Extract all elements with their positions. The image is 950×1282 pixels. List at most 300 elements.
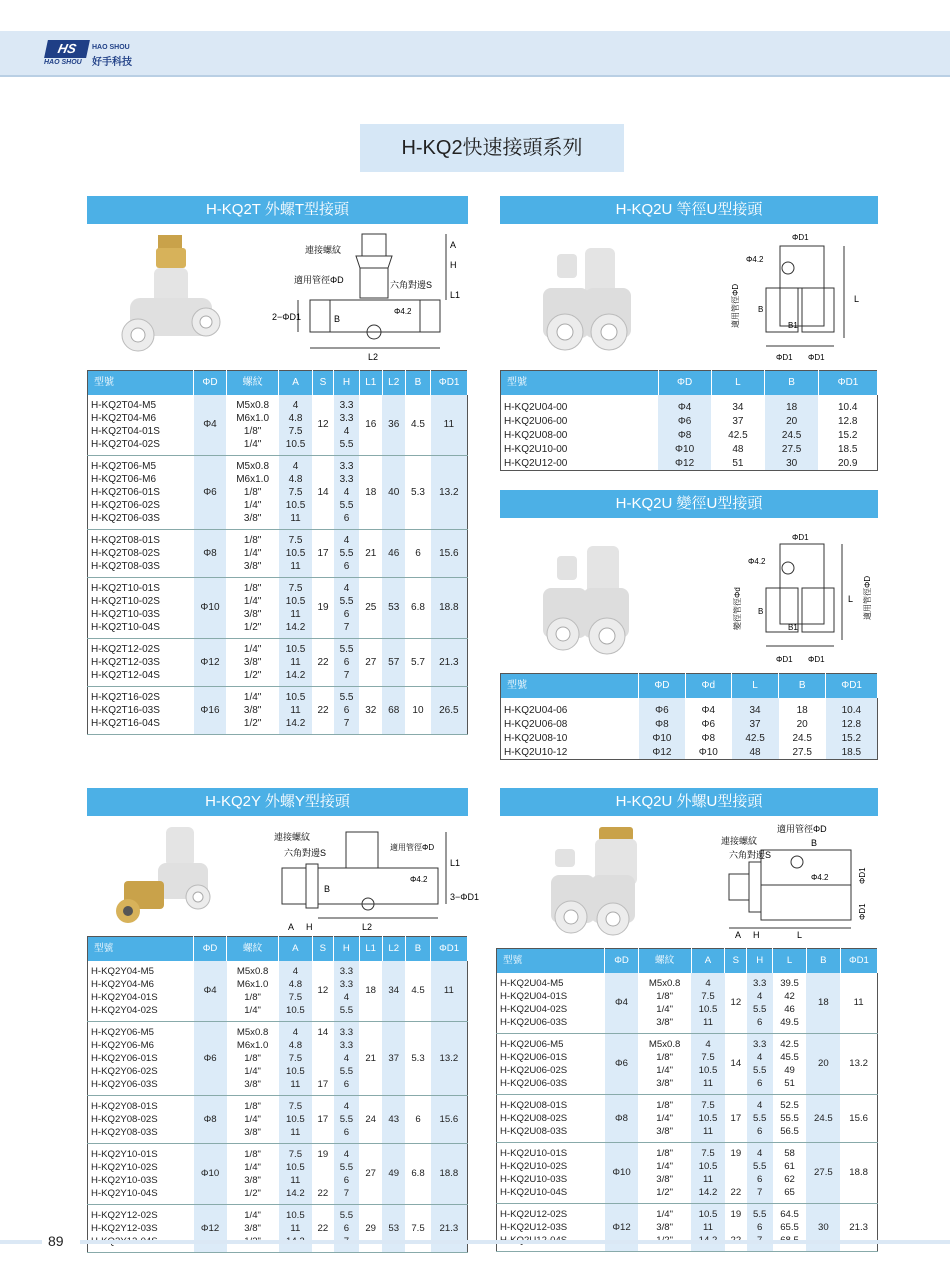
label-tube: 適用管徑ΦD (294, 275, 344, 285)
label-h: H (753, 930, 760, 940)
table-cell: 18 (765, 395, 819, 414)
page-title: H-KQ2快速接頭系列 (360, 124, 624, 172)
cell-thread: 1/4" 3/8" 1/2" (226, 686, 278, 734)
table-cell: 37 (732, 717, 779, 731)
cell-b: 6 (405, 1095, 431, 1143)
brand-name-cn: 好手科技 (92, 57, 132, 68)
cell-d1: 15.6 (840, 1094, 877, 1142)
cell-s: 14 17 (312, 1021, 334, 1095)
cell-models: H-KQ2T08-01S H-KQ2T08-02S H-KQ2T08-03S (88, 529, 194, 577)
cell-a: 7.5 10.5 11 (279, 1095, 312, 1143)
label-tube: 適用管徑ΦD (390, 843, 435, 852)
footer-line-left (0, 1240, 42, 1244)
label-a: A (288, 922, 295, 932)
cell-s: 19 (725, 1203, 747, 1251)
cell-d: Φ4 (605, 973, 638, 1034)
table-cell: H-KQ2U08-10 (504, 732, 568, 744)
column-header: ΦD (194, 937, 227, 961)
cell-s: 12 (312, 395, 334, 456)
table-cell: H-KQ2U04-06 (504, 704, 568, 716)
label-d1-b: ΦD1 (808, 655, 825, 664)
column-header: 型號 (497, 949, 605, 973)
label-thread: 連接螺紋 (274, 832, 311, 842)
label-phi42: Φ4.2 (410, 875, 428, 884)
cell-b: 5.7 (405, 638, 431, 686)
column-header: 型號 (88, 937, 194, 961)
cell-s: 22 (312, 686, 334, 734)
label-b: B (758, 607, 764, 616)
cell-b: 24.5 (806, 1094, 840, 1142)
cell-h: 3.3 3.3 4 5.5 (334, 961, 360, 1022)
cell-l1: 25 (359, 577, 382, 638)
label-d1: 2−ΦD1 (272, 312, 301, 322)
label-thread: 連接螺紋 (305, 245, 342, 255)
drawing-kq2u-equal (730, 228, 870, 368)
cell-a: 10.5 11 14.2 (279, 638, 312, 686)
cell-l2: 53 (382, 1204, 405, 1252)
column-header: ΦD1 (818, 371, 877, 395)
page-number: 89 (48, 1233, 64, 1249)
cell-h: 5.5 6 (334, 1204, 360, 1252)
cell-h: 3.3 3.3 4 5.5 6 (334, 1021, 360, 1095)
table-cell: H-KQ2U04-00 (504, 401, 568, 413)
table-cell: H-KQ2U10-12 (504, 746, 568, 758)
label-l1: L1 (450, 290, 461, 300)
cell-a: 7.5 10.5 11 (691, 1094, 725, 1142)
label-phi42: Φ4.2 (811, 873, 829, 882)
cell-a: 10.5 11 (691, 1203, 725, 1251)
cell-d: Φ6 (605, 1033, 638, 1094)
column-header: S (312, 937, 334, 961)
cell-thread: M5x0.8 M6x1.0 1/8" 1/4" 3/8" (227, 1021, 279, 1095)
column-header: L2 (382, 937, 405, 961)
table-cell: 30 (765, 456, 819, 471)
cell-l1: 21 (359, 529, 382, 577)
cell-h: 4 5.5 6 7 (334, 1143, 360, 1204)
cell-d1: 18.8 (840, 1142, 877, 1203)
cell-d1: 21.3 (431, 1204, 468, 1252)
table-cell: 12.8 (838, 415, 858, 427)
cell-models: H-KQ2T10-01S H-KQ2T10-02S H-KQ2T10-03S H-KQ2T10-04S (88, 577, 194, 638)
label-b: B (811, 838, 818, 848)
label-b: B (324, 884, 331, 894)
column-header: L (711, 371, 765, 395)
cell-b: 7.5 (405, 1204, 431, 1252)
label-tube-d: 變徑管徑Φd (733, 587, 742, 630)
table-row (497, 1142, 878, 1203)
table-cell: 37 (732, 415, 744, 427)
column-header: H (334, 937, 360, 961)
cell-h: 4 5.5 6 7 (334, 577, 360, 638)
column-header: B (765, 371, 819, 395)
product-image-kq2u-equal (535, 240, 645, 360)
cell-a: 4 4.8 7.5 10.5 (279, 395, 312, 456)
table-cell: 48 (732, 443, 744, 455)
cell-models: H-KQ2Y08-01S H-KQ2Y08-02S H-KQ2Y08-03S (88, 1095, 194, 1143)
table-row (497, 1094, 878, 1142)
table-cell: 20.9 (838, 457, 858, 469)
label-h: H (306, 922, 313, 932)
cell-models: H-KQ2T06-M5 H-KQ2T06-M6 H-KQ2T06-01S H-KQ2T06-02S H-KQ2T06-03S (88, 455, 194, 529)
cell-d: Φ8 (194, 1095, 227, 1143)
cell-thread: 1/8" 1/4" 3/8" (227, 1095, 279, 1143)
table-row (88, 961, 468, 1022)
cell-l2: 34 (382, 961, 405, 1022)
cell-d1: 13.2 (840, 1033, 877, 1094)
cell-b: 6.8 (405, 577, 431, 638)
cell-b: 10 (405, 686, 431, 734)
section-title-kq2u-reducer: H-KQ2U 變徑U型接頭 (500, 490, 878, 518)
cell-b: 5.3 (405, 1021, 431, 1095)
cell-s: 12 (312, 961, 334, 1022)
cell-l2: 53 (382, 577, 405, 638)
table-row (501, 428, 878, 442)
cell-l1: 16 (359, 395, 382, 456)
table-cell: Φ10 (698, 746, 718, 758)
cell-l1: 18 (359, 961, 382, 1022)
cell-l2: 57 (382, 638, 405, 686)
table-cell: Φ8 (658, 428, 711, 442)
cell-d: Φ4 (194, 961, 227, 1022)
label-a: A (450, 240, 457, 250)
spec-table-kq2u-equal (500, 370, 878, 471)
label-d1-a: ΦD1 (776, 655, 793, 664)
cell-b: 6.8 (405, 1143, 431, 1204)
cell-thread: 1/8" 1/4" 3/8" (638, 1094, 691, 1142)
cell-d: Φ12 (194, 638, 227, 686)
table-cell: 48 (732, 745, 779, 760)
cell-thread: 1/8" 1/4" 3/8" 1/2" (227, 1143, 279, 1204)
column-header: L (732, 674, 779, 698)
section-title-kq2y: H-KQ2Y 外螺Y型接頭 (87, 788, 468, 816)
cell-h: 3.3 3.3 4 5.5 6 (334, 455, 360, 529)
product-image-kq2u-reducer (535, 540, 645, 660)
table-cell: 34 (732, 401, 744, 413)
cell-thread: 1/4" 3/8" (227, 1204, 279, 1252)
table-cell: Φ10 (639, 731, 685, 745)
column-header: B (405, 371, 431, 395)
cell-d: Φ4 (194, 395, 227, 456)
cell-s: 17 (312, 1095, 334, 1143)
cell-d: Φ10 (605, 1142, 638, 1203)
column-header: 螺紋 (227, 937, 279, 961)
cell-h: 5.5 6 7 (334, 686, 360, 734)
cell-b: 18 (806, 973, 840, 1034)
cell-s: 19 22 (312, 1143, 334, 1204)
table-cell: 27.5 (792, 746, 812, 758)
table-row (88, 1143, 468, 1204)
table-cell: Φ6 (701, 718, 716, 730)
column-header: H (747, 949, 773, 973)
label-b1: B1 (788, 321, 798, 330)
cell-models: H-KQ2U08-01S H-KQ2U08-02S H-KQ2U08-03S (497, 1094, 605, 1142)
column-header: H (334, 371, 360, 395)
cell-h: 4 5.5 6 7 (747, 1142, 773, 1203)
column-header: L1 (359, 937, 382, 961)
table-cell: 10.4 (826, 698, 878, 717)
label-d1: 3−ΦD1 (450, 892, 479, 902)
cell-thread: M5x0.8 M6x1.0 1/8" 1/4" 3/8" (226, 455, 278, 529)
cell-d: Φ12 (605, 1203, 638, 1251)
label-l2: L2 (362, 922, 373, 932)
table-row (88, 577, 468, 638)
cell-h: 5.5 6 7 (334, 638, 360, 686)
cell-d1: 11 (840, 973, 877, 1034)
cell-b: 4.5 (405, 395, 431, 456)
label-tube: 適用管徑ΦD (777, 824, 827, 834)
table-cell: 34 (732, 698, 779, 717)
label-b: B (758, 305, 764, 314)
label-d1-b: ΦD1 (808, 353, 825, 362)
cell-b: 6 (405, 529, 431, 577)
table-row (497, 1033, 878, 1094)
cell-d1: 11 (431, 395, 468, 456)
table-row (501, 395, 878, 414)
column-header: B (405, 937, 431, 961)
cell-d1: 13.2 (431, 1021, 468, 1095)
cell-a: 7.5 10.5 11 14.2 (279, 577, 312, 638)
label-phi42: Φ4.2 (394, 307, 412, 316)
table-row (88, 638, 468, 686)
drawing-kq2u-reducer (730, 530, 880, 670)
column-header: L (773, 949, 807, 973)
label-tube: 適用管徑ΦD (863, 575, 872, 620)
spec-table-kq2t (87, 370, 468, 735)
column-header: A (691, 949, 725, 973)
cell-d: Φ10 (194, 1143, 227, 1204)
column-header: L1 (359, 371, 382, 395)
label-h: H (450, 260, 457, 270)
cell-thread: M5x0.8 1/8" 1/4" 3/8" (638, 973, 691, 1034)
cell-h: 4 5.5 6 (334, 1095, 360, 1143)
label-hex: 六角對邊S (390, 280, 433, 290)
label-d1-a: ΦD1 (776, 353, 793, 362)
section-title-kq2u-equal: H-KQ2U 等徑U型接頭 (500, 196, 878, 224)
cell-l1: 21 (359, 1021, 382, 1095)
table-cell: 51 (732, 457, 744, 469)
cell-l: 52.5 55.5 56.5 (773, 1094, 807, 1142)
cell-a: 4 4.8 7.5 10.5 (279, 961, 312, 1022)
table-cell: 12.8 (826, 717, 878, 731)
table-cell: 42.5 (732, 731, 779, 745)
cell-models: H-KQ2U04-M5 H-KQ2U04-01S H-KQ2U04-02S H-KQ2U06-03S (497, 973, 605, 1034)
cell-s: 19 (312, 577, 334, 638)
table-cell: H-KQ2U08-00 (504, 429, 568, 441)
table-cell: Φ12 (658, 456, 711, 471)
table-cell: 15.2 (826, 731, 878, 745)
table-cell: Φ10 (658, 442, 711, 456)
cell-thread: 1/4" 3/8" (638, 1203, 691, 1251)
column-header: 型號 (501, 674, 639, 698)
cell-l1: 27 (359, 1143, 382, 1204)
cell-d: Φ8 (605, 1094, 638, 1142)
cell-a: 10.5 11 14.2 (279, 686, 312, 734)
label-l: L (848, 594, 854, 604)
cell-models: H-KQ2Y04-M5 H-KQ2Y04-M6 H-KQ2Y04-01S H-KQ2Y04-02S (88, 961, 194, 1022)
cell-h: 5.5 6 (747, 1203, 773, 1251)
cell-s: 22 (312, 638, 334, 686)
table-row (501, 745, 878, 760)
cell-d: Φ10 (194, 577, 227, 638)
table-cell: 20 (765, 414, 819, 428)
cell-s: 19 22 (725, 1142, 747, 1203)
label-l1: L1 (450, 858, 461, 868)
cell-d: Φ6 (194, 455, 227, 529)
section-title-kq2t: H-KQ2T 外螺T型接頭 (87, 196, 468, 224)
cell-l1: 29 (359, 1204, 382, 1252)
table-cell: Φ6 (658, 414, 711, 428)
table-row (501, 717, 878, 731)
table-row (501, 414, 878, 428)
cell-models: H-KQ2U06-M5 H-KQ2U06-01S H-KQ2U06-02S H-KQ2U06-03S (497, 1033, 605, 1094)
column-header: ΦD1 (431, 937, 468, 961)
cell-s: 14 (725, 1033, 747, 1094)
table-row (501, 456, 878, 471)
cell-a: 7.5 10.5 11 14.2 (279, 1143, 312, 1204)
table-cell: 18.5 (838, 443, 858, 455)
spec-table-kq2u-external (496, 948, 878, 1252)
cell-d1: 21.3 (431, 638, 468, 686)
cell-models: H-KQ2Y10-01S H-KQ2Y10-02S H-KQ2Y10-03S H-KQ2Y10-04S (88, 1143, 194, 1204)
cell-l1: 18 (359, 455, 382, 529)
label-d1: ΦD1 (792, 233, 809, 242)
cell-thread: 1/8" 1/4" 3/8" (226, 529, 278, 577)
cell-thread: M5x0.8 M6x1.0 1/8" 1/4" (227, 961, 279, 1022)
label-l: L (797, 930, 803, 940)
table-row (88, 395, 468, 456)
cell-l2: 36 (382, 395, 405, 456)
cell-b: 4.5 (405, 961, 431, 1022)
label-hex: 六角對邊S (284, 848, 327, 858)
label-tube: 適用管徑ΦD (731, 283, 740, 328)
column-header: ΦD (605, 949, 638, 973)
column-header: B (806, 949, 840, 973)
cell-models: H-KQ2T12-02S H-KQ2T12-03S H-KQ2T12-04S (88, 638, 194, 686)
logo-mark: HS (44, 40, 90, 58)
column-header: S (725, 949, 747, 973)
cell-a: 4 4.8 7.5 10.5 11 (279, 1021, 312, 1095)
cell-s: 22 (312, 1204, 334, 1252)
table-cell: 20 (796, 718, 808, 730)
cell-models: H-KQ2U12-02S H-KQ2U12-03S (497, 1203, 605, 1251)
cell-h: 3.3 3.3 4 5.5 (334, 395, 360, 456)
cell-thread: M5x0.8 M6x1.0 1/8" 1/4" (226, 395, 278, 456)
label-b: B (334, 314, 341, 324)
table-row (88, 455, 468, 529)
label-b1: B1 (788, 623, 798, 632)
column-header: A (279, 371, 312, 395)
cell-models: H-KQ2Y12-02S H-KQ2Y12-03S (88, 1204, 194, 1252)
table-row (497, 973, 878, 1034)
column-header: B (779, 674, 826, 698)
product-image-kq2y (110, 825, 220, 930)
logo-sub: HAO SHOU (44, 59, 82, 66)
column-header: ΦD (194, 371, 227, 395)
table-cell: 42.5 (728, 429, 748, 441)
column-header: ΦD (639, 674, 685, 698)
cell-b: 27.5 (806, 1142, 840, 1203)
cell-models: H-KQ2U10-01S H-KQ2U10-02S H-KQ2U10-03S H-KQ2U10-04S (497, 1142, 605, 1203)
label-d1: ΦD1 (792, 533, 809, 542)
label-l: L (854, 294, 860, 304)
column-header: L2 (382, 371, 405, 395)
cell-l: 42.5 45.5 49 51 (773, 1033, 807, 1094)
cell-models: H-KQ2T04-M5 H-KQ2T04-M6 H-KQ2T04-01S H-KQ2T04-02S (88, 395, 194, 456)
cell-a: 7.5 10.5 11 14.2 (691, 1142, 725, 1203)
column-header: Φd (685, 674, 731, 698)
column-header: A (279, 937, 312, 961)
product-image-kq2u-external (545, 825, 655, 935)
column-header: S (312, 371, 334, 395)
cell-thread: 1/8" 1/4" 3/8" 1/2" (226, 577, 278, 638)
column-header: 型號 (501, 371, 659, 395)
cell-s: 14 (312, 455, 334, 529)
drawing-kq2u-external (715, 822, 875, 940)
table-cell: 10.4 (838, 401, 858, 413)
label-hex: 六角對邊S (729, 850, 772, 860)
footer-line (80, 1240, 950, 1244)
table-row (88, 529, 468, 577)
label-d1-a: ΦD1 (858, 867, 867, 884)
cell-d1: 13.2 (431, 455, 468, 529)
column-header: 螺紋 (226, 371, 278, 395)
cell-l: 58 61 62 65 (773, 1142, 807, 1203)
table-cell: Φ4 (658, 395, 711, 414)
spec-table-kq2u-reducer (500, 673, 878, 760)
spec-table-kq2y (87, 936, 468, 1253)
table-row (88, 1095, 468, 1143)
cell-d1: 21.3 (840, 1203, 877, 1251)
cell-d1: 26.5 (431, 686, 468, 734)
cell-d: Φ16 (194, 686, 227, 734)
brand-logo (46, 40, 156, 70)
cell-models: H-KQ2T16-02S H-KQ2T16-03S H-KQ2T16-04S (88, 686, 194, 734)
drawing-kq2y (270, 828, 479, 936)
cell-d: Φ8 (194, 529, 227, 577)
cell-a: 10.5 11 (279, 1204, 312, 1252)
cell-h: 3.3 4 5.5 6 (747, 1033, 773, 1094)
label-phi42: Φ4.2 (746, 255, 764, 264)
cell-d1: 15.6 (431, 1095, 468, 1143)
cell-thread: 1/8" 1/4" 3/8" 1/2" (638, 1142, 691, 1203)
table-cell: 27.5 (765, 442, 819, 456)
table-cell: 15.2 (838, 429, 858, 441)
cell-a: 4 7.5 10.5 11 (691, 1033, 725, 1094)
table-cell: 18 (796, 704, 808, 716)
cell-d1: 15.6 (431, 529, 468, 577)
table-cell: 24.5 (792, 732, 812, 744)
label-phi42: Φ4.2 (748, 557, 766, 566)
label-l2: L2 (368, 352, 379, 362)
cell-models: H-KQ2Y06-M5 H-KQ2Y06-M6 H-KQ2Y06-01S H-KQ2Y06-02S H-KQ2Y06-03S (88, 1021, 194, 1095)
section-title-kq2u-external: H-KQ2U 外螺U型接頭 (500, 788, 878, 816)
brand-name-en: HAO SHOU (92, 44, 130, 51)
cell-d1: 18.8 (431, 577, 468, 638)
cell-d1: 18.8 (431, 1143, 468, 1204)
table-row (501, 731, 878, 745)
cell-thread: 1/4" 3/8" 1/2" (226, 638, 278, 686)
table-cell: Φ8 (701, 732, 716, 744)
table-cell: Φ8 (639, 717, 685, 731)
cell-b: 5.3 (405, 455, 431, 529)
cell-d: Φ12 (194, 1204, 227, 1252)
table-row (88, 686, 468, 734)
cell-h: 4 5.5 6 (747, 1094, 773, 1142)
table-cell: Φ4 (701, 704, 716, 716)
label-d1-b: ΦD1 (858, 903, 867, 920)
table-cell: H-KQ2U12-00 (504, 457, 568, 469)
cell-s: 17 (312, 529, 334, 577)
